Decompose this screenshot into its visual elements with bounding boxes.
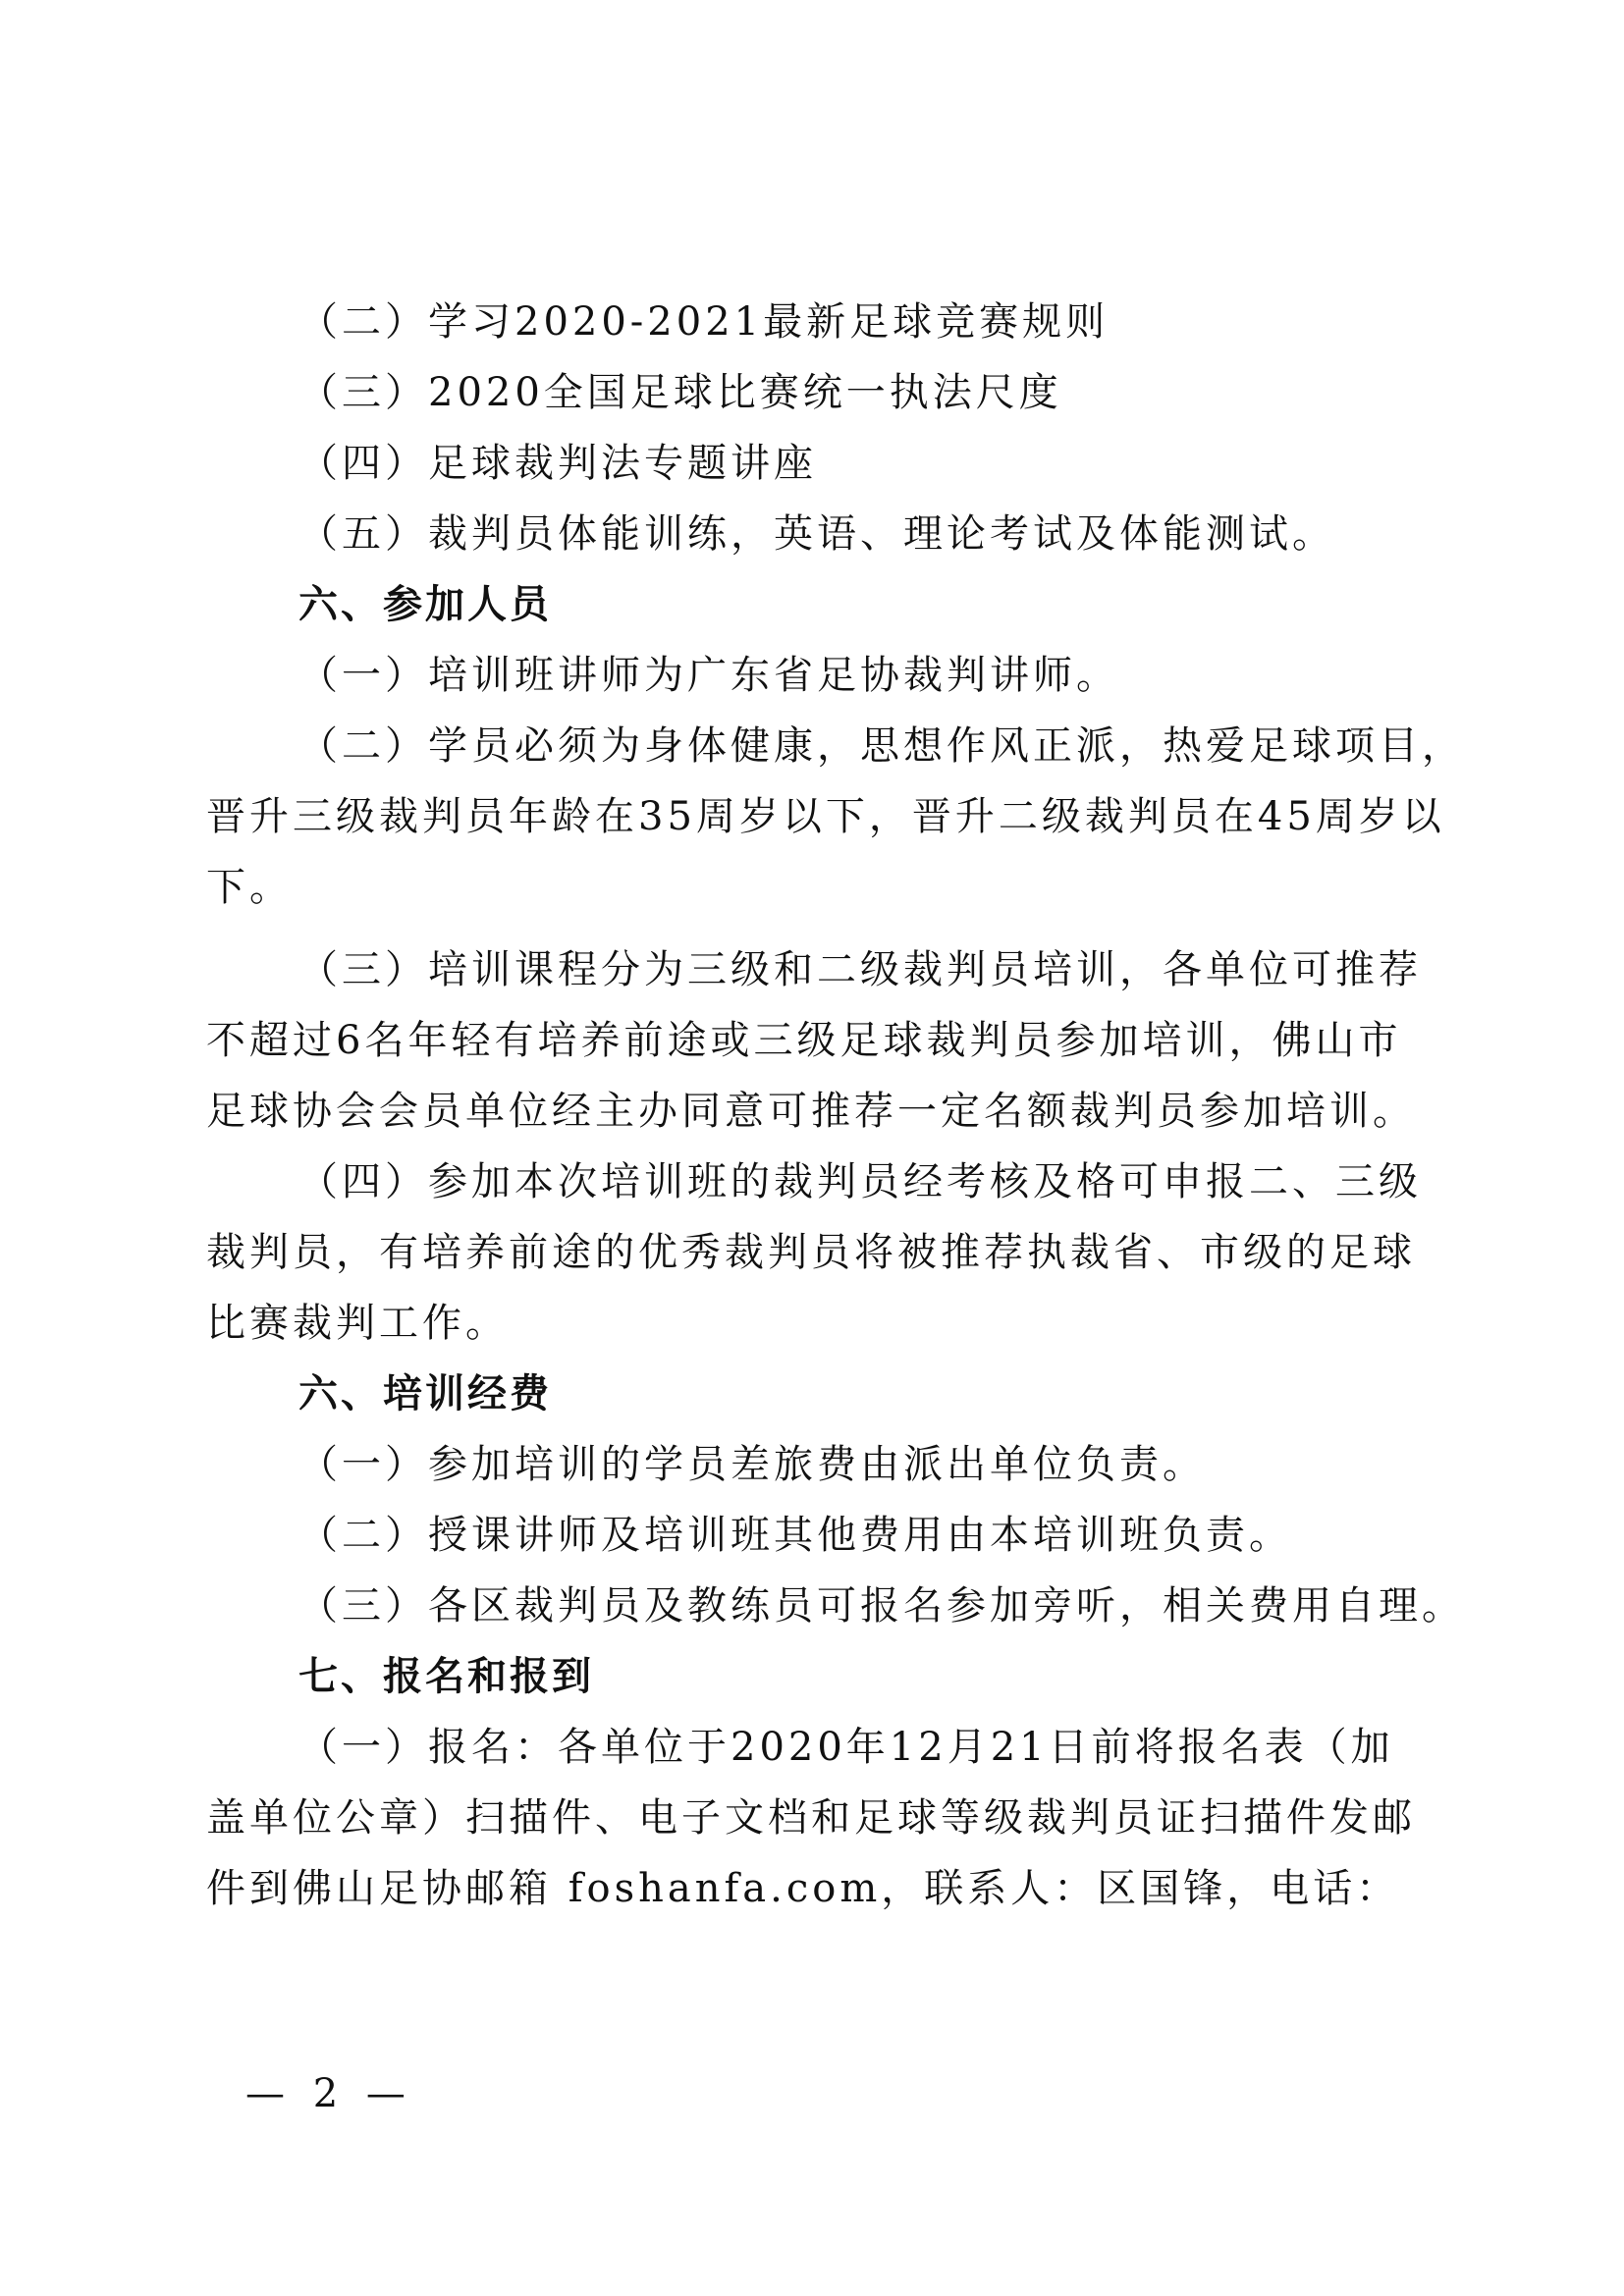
list-item: （三）各区裁判员及教练员可报名参加旁听，相关费用自理。 <box>298 1583 1465 1629</box>
paragraph-line: 不超过6名年轻有培养前途或三级足球裁判员参加培训，佛山市 <box>206 1018 1402 1063</box>
document-body <box>206 287 1465 1924</box>
list-item: （三）2020全国足球比赛统一执法尺度 <box>298 370 1062 415</box>
paragraph-line: （四）参加本次培训班的裁判员经考核及格可申报二、三级 <box>298 1159 1422 1204</box>
paragraph-line: 下。 <box>206 865 293 910</box>
paragraph-line: （三）培训课程分为三级和二级裁判员培训，各单位可推荐 <box>298 947 1422 992</box>
list-item: （一）培训班讲师为广东省足协裁判讲师。 <box>298 653 1119 698</box>
paragraph-gap <box>206 923 1424 934</box>
list-item: （五）裁判员体能训练，英语、理论考试及体能测试。 <box>298 511 1335 557</box>
section-heading-participants: 六、参加人员 <box>298 582 552 627</box>
list-item: （一）参加培训的学员差旅费由派出单位负责。 <box>298 1442 1206 1487</box>
paragraph-line: （一）报名：各单位于2020年12月21日前将报名表（加 <box>298 1725 1394 1770</box>
section-heading-registration: 七、报名和报到 <box>298 1654 594 1699</box>
paragraph-line: 盖单位公章）扫描件、电子文档和足球等级裁判员证扫描件发邮 <box>206 1795 1416 1841</box>
page-number: — 2 — <box>245 2071 413 2116</box>
list-item: （四）足球裁判法专题讲座 <box>298 441 817 486</box>
section-heading-training-fees: 六、培训经费 <box>298 1371 552 1416</box>
paragraph-line: 比赛裁判工作。 <box>206 1301 509 1346</box>
list-item: （二）授课讲师及培训班其他费用由本培训班负责。 <box>298 1513 1292 1558</box>
paragraph-line: 件到佛山足协邮箱 foshanfa.com，联系人：区国锋，电话： <box>206 1866 1400 1911</box>
paragraph-line: （二）学员必须为身体健康，思想作风正派，热爱足球项目， <box>298 723 1465 769</box>
paragraph-line: 晋升三级裁判员年龄在35周岁以下，晋升二级裁判员在45周岁以 <box>206 794 1445 839</box>
paragraph-line: 足球协会会员单位经主办同意可推荐一定名额裁判员参加培训。 <box>206 1089 1416 1134</box>
paragraph-line: 裁判员，有培养前途的优秀裁判员将被推荐执裁省、市级的足球 <box>206 1230 1416 1275</box>
list-item: （二）学习2020-2021最新足球竞赛规则 <box>298 299 1110 345</box>
